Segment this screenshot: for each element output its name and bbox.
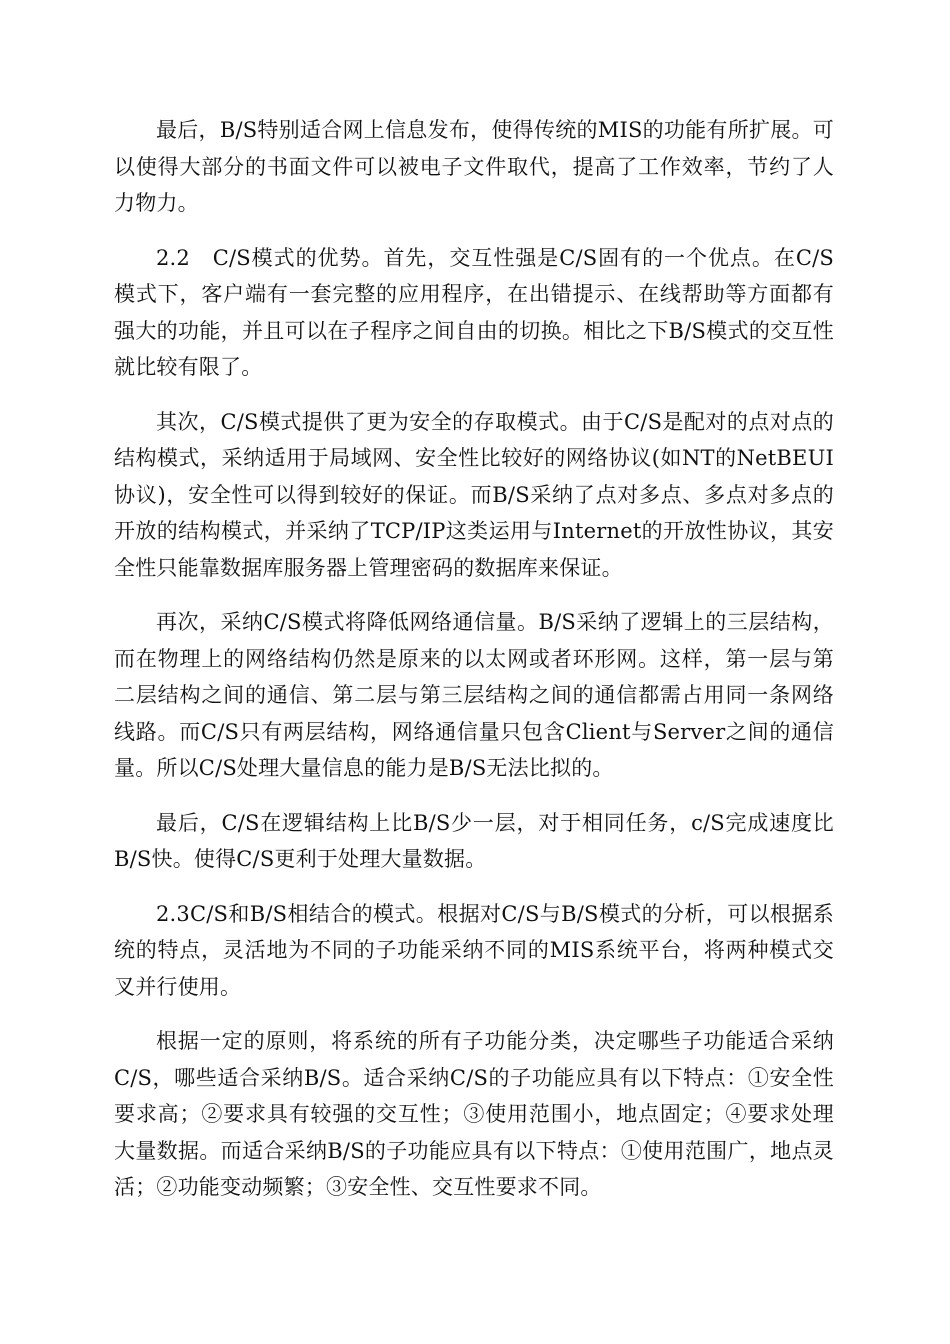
paragraph-classification-principles: 根据一定的原则，将系统的所有子功能分类，决定哪些子功能适合采纳C/S，哪些适合采纳B/S。适合采纳C/S的子功能应具有以下特点：①安全性要求高；②要求具有较强的交互性；③使用范围小，地点固定；④要求处理大量数据。而适合采纳B/S的子功能应具有以下特点：①使用范围广，地点灵活；②功能变动频繁；③安全性、交互性要求不同。 [114,1029,834,1199]
document-body [114,112,834,1224]
paragraph-cs-security: 其次，C/S模式提供了更为安全的存取模式。由于C/S是配对的点对点的结构模式，采纳适用于局域网、安全性比较好的网络协议(如NT的NetBEUI协议)，安全性可以得到较好的保证。而B/S采纳了点对多点、多点对多点的开放的结构模式，并采纳了TCP/IP这类运用与Internet的开放性协议，其安全性只能靠数据库服务器上管理密码的数据库来保证。 [114,409,834,580]
paragraph-cs-network-traffic: 再次，采纳C/S模式将降低网络通信量。B/S采纳了逻辑上的三层结构，而在物理上的网络结构仍然是原来的以太网或者环形网。这样，第一层与第二层结构之间的通信、第二层与第三层结构之间的通信都需占用同一条网络线路。而C/S只有两层结构，网络通信量只包含Client与Server之间的通信量。所以C/S处理大量信息的能力是B/S无法比拟的。 [114,610,834,780]
paragraph-cs-advantages: 2.2 C/S模式的优势。首先，交互性强是C/S固有的一个优点。在C/S模式下，客户端有一套完整的应用程序，在出错提示、在线帮助等方面都有强大的功能，并且可以在子程序之间自由的切换。相比之下B/S模式的交互性就比较有限了。 [114,245,834,379]
paragraph-bs-publishing: 最后，B/S特别适合网上信息发布，使得传统的MIS的功能有所扩展。可以使得大部分的书面文件可以被电子文件取代，提高了工作效率，节约了人力物力。 [114,118,834,215]
paragraph-cs-speed: 最后，C/S在逻辑结构上比B/S少一层，对于相同任务，c/S完成速度比B/S快。使得C/S更利于处理大量数据。 [114,810,834,871]
paragraph-combined-mode: 2.3C/S和B/S相结合的模式。根据对C/S与B/S模式的分析，可以根据系统的特点，灵活地为不同的子功能采纳不同的MIS系统平台，将两种模式交叉并行使用。 [114,901,834,999]
